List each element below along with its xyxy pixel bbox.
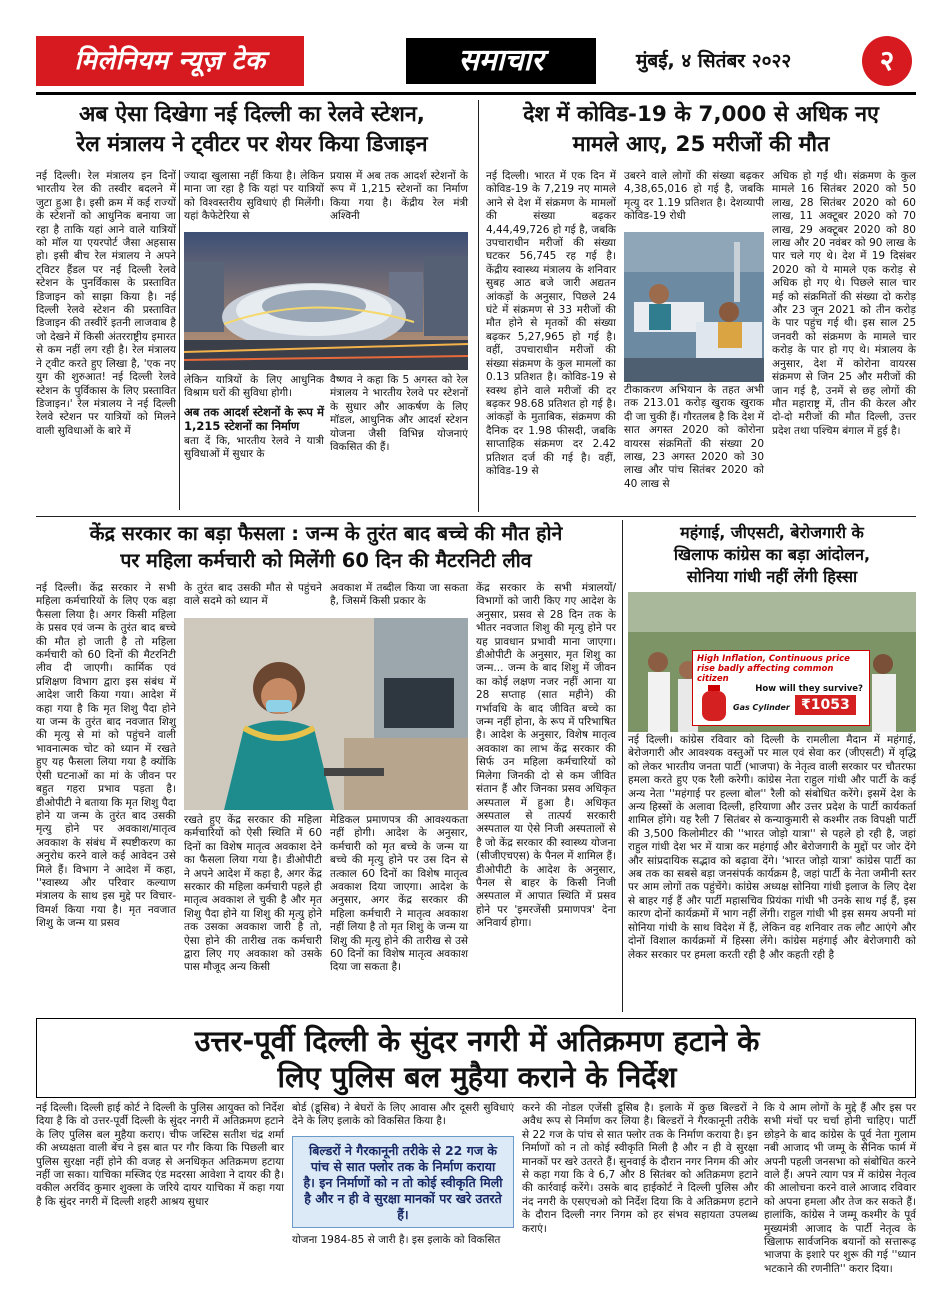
maternity-col2-bottom: रखते हुए केंद्र सरकार की महिला कर्मचारियों को ऐसी स्थिति में 60 दिनों का विशेष मातृत्व अवकाश देने का फैसला लिया गया है। डीओपीटी ने अपने आदेश में कहा है, अगर केंद्र सरकार की महिला कर्मचारी पहले ही मातृत्व अवकाश ले चुकी है और मृत शिशु पैदा होने या शिशु की मृत्यु होने तक उसका अवकाश जारी है तो, ऐसा होने की तारीख तक कर्मचारी द्वारा लिए गए अवकाश को उसके पास मौजूद अन्य किसी: [184, 814, 322, 974]
encroachment-headline-line2: लिए पुलिस बल मुहैया कराने के निर्देश: [277, 1060, 677, 1094]
encroachment-col2-bottom: योजना 1984-85 से जारी है। इस इलाके को विकसित: [292, 1234, 501, 1246]
gas-cylinder-icon: [699, 685, 729, 721]
railway-col3-bottom: वैष्णव ने कहा कि 5 अगस्त को रेल मंत्रालय ने भारतीय रेलवे पर स्टेशनों के सुधार और आकर्षण के लिए मॉडल, आधुनिक और आदर्श स्टेशन योजना जैसी विभिन्न योजनाएं विकसित की हैं।: [330, 374, 468, 454]
story-divider-vertical-2: [622, 520, 623, 1012]
congress-headline-line1: महंगाई, जीएसटी, बेरोजगारी के: [680, 523, 864, 542]
hospital-ward-svg: [624, 232, 764, 382]
congress-headline-line2: खिलाफ कांग्रेस का बड़ा आंदोलन,: [673, 545, 871, 564]
maternity-headline-line1: केंद्र सरकार का बड़ा फैसला : जन्म के तुरंत बाद बच्चे की मौत होने: [89, 522, 563, 545]
encroachment-col1: नई दिल्ली। दिल्ली हाई कोर्ट ने दिल्ली के पुलिस आयुक्त को निर्देश दिया है कि वो उत्तर-पूर्वी दिल्ली के सुंदर नगरी में अतिक्रमण हटाने के लिए पुलिस बल मुहैया कराए। चीफ जस्टिस सतीश चंद्र शर्मा की अध्यक्षता वाली बेंच ने इस बात पर गौर किया कि पिछली बार पुलिस सुरक्षा नहीं होने की वजह से अनधिकृत अतिक्रमण हटाया नहीं जा सका। याचिका मस्जिद एंड मदरसा आवेशा ने दायर की है। वकील अरविंद कुमार शुक्ला के जरिये दायर याचिका में कहा गया है कि सुंदर नगरी में दिल्ली शहरी आश्रय सुधार: [36, 1102, 284, 1208]
covid-headline-line1: देश में कोविड-19 के 7,000 से अधिक नए: [523, 102, 879, 127]
railway-station-photo: [184, 232, 468, 370]
covid-hospital-photo: [624, 232, 764, 382]
maternity-headline-line2: पर महिला कर्मचारी को मिलेंगी 60 दिन की मैटरनिटी लीव: [120, 549, 532, 572]
covid-col2-bottom: टीकाकरण अभियान के तहत अभी तक 213.01 करोड़ खुराक खुराक दी जा चुकी हैं। गौरतलब है कि देश में सात अगस्त 2020 को कोरोना वायरस संक्रमितों की संख्या 20 लाख, 23 अगस्त 2020 को 30 लाख और पांच सितंबर 2020 को 40 लाख से: [624, 384, 764, 490]
protest-photo: [628, 592, 916, 732]
working-woman-photo: [184, 618, 468, 810]
station-render-svg: [184, 232, 468, 370]
masthead: [36, 36, 916, 88]
railway-headline: [36, 100, 468, 160]
col-divider: [179, 170, 180, 510]
covid-col3: अधिक हो गई थी। संक्रमण के कुल मामले 16 सितंबर 2020 को 50 लाख, 28 सितंबर 2020 को 60 लाख, 11 अक्टूबर 2020 को 70 लाख, 29 अक्टूबर 2020 को 80 लाख और 20 नवंबर को 90 लाख के पार चले गए थे। देश में 19 दिसंबर 2020 को ये मामले एक करोड़ से अधिक हो गए थे। पिछले साल चार मई को संक्रमितों की संख्या दो करोड़ और 23 जून 2021 को तीन करोड़ के पार पहुंच गई थी। इस साल 25 जनवरी को संक्रमण के मामले चार करोड़ के पार हो गए थे। मंत्रालय के अनुसार, देश में कोरोना वायरस संक्रमण से जिन 25 और मरीजों की जान गई है, उनमें से छह लोगों की मौत महाराष्ट्र में, तीन की केरल और दो-दो मरीजों की मौत दिल्ली, उत्तर प्रदेश तथा पश्चिम बंगाल में हुई है।: [772, 170, 916, 437]
page-number: २: [862, 36, 912, 86]
railway-col1: नई दिल्ली। रेल मंत्रालय इन दिनों भारतीय रेल की तस्वीर बदलने में जुटा हुआ है। इसी क्रम में कई राज्यों के स्टेशनों को आधुनिक बनाया जा रहा है ताकि यहां आने वाले यात्रियों को मॉल या एयरपोर्ट जैसा अहसास हो। इसी बीच रेल मंत्रालय ने अपने ट्विटर हैंडल पर नई दिल्ली रेलवे स्टेशन के पुनर्विकास के प्रस्तावित डिजाइन को साझा किया है। नई दिल्ली रेलवे स्टेशन की प्रस्तावित डिजाइन की तस्वीरें इतनी लाजवाब है जो देखने में किसी अंतरराष्ट्रीय इमारत से कम नहीं लग रही है। रेल मंत्रालय ने ट्वीट करते हुए लिखा है, 'एक नए युग की शुरुआत! नई दिल्ली रेलवे स्टेशन के पुर्विकास के लिए प्रस्तावित डिजाइन।' रेल मंत्रालय ने नई दिल्ली रेलवे स्टेशन पर यात्रियों को मिलने वाली सुविधाओं के बारे में: [36, 170, 176, 437]
railway-col3-top: प्रयास में अब तक आदर्श स्टेशनों के रूप में 1,215 स्टेशनों का निर्माण किया गया है। केंद्रीय रेल मंत्री अश्विनी: [330, 170, 468, 223]
story-divider-vertical: [478, 100, 479, 512]
congress-body: नई दिल्ली। कांग्रेस रविवार को दिल्ली के रामलीला मैदान में महंगाई, बेरोजगारी और आवश्यक वस्तुओं पर माल एवं सेवा कर (जीएसटी) में वृद्धि को लेकर भारतीय जनता पार्टी (भाजपा) के नेतृत्व वाली सरकार पर चौतरफा हमला करते हुए एक रैली करेगी। कांग्रेस नेता राहुल गांधी और पार्टी के कई अन्य नेता ''महंगाई पर हल्ला बोल'' रैली को संबोधित करेंगे। इसमें देश के अन्य हिस्सों के अलावा दिल्ली, हरियाणा और उत्तर प्रदेश के पार्टी कार्यकर्ता शामिल होंगे। यह रैली 7 सितंबर से कन्याकुमारी से कश्मीर तक विपक्षी पार्टी की 3,500 किलोमीटर की ''भारत जोड़ो यात्रा'' से पहले हो रही है, जहां राहुल गांधी देश भर में यात्रा कर महंगाई और बेरोजगारी के मुद्दों पर जोर देंगे और सांप्रदायिक सद्भाव को बढ़ावा देंगे। 'भारत जोड़ो यात्रा' कांग्रेस पार्टी का अब तक का सबसे बड़ा जनसंपर्क कार्यक्रम है, जहां पार्टी के नेता जमीनी स्तर पर आम लोगों तक पहुंचेंगे। कांग्रेस अध्यक्ष सोनिया गांधी इलाज के लिए देश से बाहर गई हैं और पार्टी महासचिव प्रियंका गांधी भी उनके साथ गई हैं, इस कारण दोनों कार्यक्रमों में भाग नहीं लेंगी। राहुल गांधी भी इस समय अपनी मां सोनिया गांधी के साथ विदेश में हैं, लेकिन वह शनिवार तक लौट आएंगे और दोनों विशाल कार्यक्रमों में हिस्सा लेंगे। कांग्रेस महंगाई और बेरोजगारी को लेकर सरकार पर हमला करती रही है और कहती रही है: [628, 734, 916, 961]
placard-price: ₹1053: [795, 695, 856, 715]
maternity-headline: [36, 520, 616, 574]
encroachment-col3: करने की नोडल एजेंसी डूसिब है। इलाके में कुछ बिल्डरों ने अवैध रूप से निर्माण कर लिया है। बिल्डरों ने गैरकानूनी तरीके से 22 गज के पांच से सात फ्लोर तक के निर्माण कराया है। इन निर्माणों को न तो कोई स्वीकृति मिली है और न ही वे सुरक्षा मानकों पर खरे उतरते हैं। सुनवाई के दौरान नगर निगम की ओर से कहा गया कि वे 6,7 और 8 सितंबर को अतिक्रमण हटाने की कार्रवाई करेंगे। उसके बाद हाईकोर्ट ने दिल्ली पुलिस और नंद नगरी के एसएचओ को निर्देश दिया कि वे अतिक्रमण हटाने के दौरान दिल्ली नगर निगम को हर संभव सहायता उपलब्ध कराएं।: [522, 1102, 758, 1235]
maternity-col1: नई दिल्ली। केंद्र सरकार ने सभी महिला कर्मचारियों के लिए एक बड़ा फैसला लिया है। अगर किसी महिला के प्रसव एवं जन्म के तुरंत बाद बच्चे की मौत हो जाती है तो महिला कर्मचारी को 60 दिनों की मैटरनिटी लीव दी जाएगी। कार्मिक एवं प्रशिक्षण विभाग द्वारा इस संबंध में आदेश जारी किया गया। आदेश में कहा गया है कि मृत शिशु पैदा होने या जन्म के तुरंत बाद नवजात शिशु की मृत्यु से मां को पहुंचने वाली भावनात्मक चोट को ध्यान में रखते हुए यह फैसला लिया गया है क्योंकि ऐसी घटनाओं का मां के जीवन पर बहुत गहरा प्रभाव पड़ता है। डीओपीटी ने बताया कि मृत शिशु पैदा होने या जन्म के तुरंत बाद उसकी मृत्यु होने पर अवकाश/मातृत्व अवकाश के संबंध में स्पष्टीकरण का अनुरोध करने वाले कई आवेदन उसे मिले हैं। विभाग ने आदेश में कहा, ''स्वास्थ्य और परिवार कल्याण मंत्रालय के साथ इस मुद्दे पर विचार-विमर्श किया गया है। मृत नवजात शिशु के जन्म या प्रसव: [36, 582, 176, 930]
encroachment-headline-line1: उत्तर-पूर्वी दिल्ली के सुंदर नगरी में अतिक्रमण हटाने के: [194, 1024, 760, 1058]
railway-col2-bottom: [184, 374, 324, 510]
office-scene-svg: [184, 618, 468, 810]
railway-col2-top: ज्यादा खुलासा नहीं किया है। लेकिन माना जा रहा है कि यहां पर यात्रियों को विश्वस्तरीय सुविधाएं ही मिलेंगी। यहां कैफेटेरिया से: [184, 170, 324, 223]
congress-body-continued: कि ये आम लोगों के मुद्दे हैं और इस पर सभी मंचों पर चर्चा होनी चाहिए। पार्टी छोड़ने के बाद कांग्रेस के पूर्व नेता गुलाम नबी आजाद भी जम्मू के सैनिक फार्म में अपनी पहली जनसभा को संबोधित करने वाले हैं। अपने त्याग पत्र में कांग्रेस नेतृत्व की आलोचना करने वाले आजाद रविवार को अपना हमला और तेज कर सकते हैं। हालांकि, कांग्रेस ने जम्मू कश्मीर के पूर्व मुख्यमंत्री आजाद के पार्टी नेतृत्व के खिलाफ सार्वजनिक बयानों को सत्तारूढ़ भाजपा के इशारे पर शुरू की गई ''ध्यान भटकाने की रणनीति'' करार दिया।: [764, 1102, 916, 1275]
encroachment-callout: बिल्डरों ने गैरकानूनी तरीके से 22 गज के पांच से सात फ्लोर तक के निर्माण कराया है। इन निर्माणों को न तो कोई स्वीकृति मिली है और न ही वे सुरक्षा मानकों पर खरे उतरते हैं।: [292, 1136, 514, 1228]
maternity-col3-bottom: मेडिकल प्रमाणपत्र की आवश्यकता नहीं होगी। आदेश के अनुसार, कर्मचारी को मृत बच्चे के जन्म या बच्चे की मृत्यु होने पर उस दिन से तत्काल 60 दिनों का विशेष मातृत्व अवकाश दिया जाएगा। आदेश के अनुसार, अगर केंद्र सरकार की महिला कर्मचारी ने मातृत्व अवकाश नहीं लिया है तो मृत शिशु के जन्म या शिशु की मृत्यु होने की तारीख से उसे 60 दिनों का विशेष मातृत्व अवकाश दिया जा सकता है।: [330, 814, 468, 974]
section-title: समाचार: [406, 38, 596, 84]
placard-text: High Inflation, Continuous price rise badly affecting common citizen: [697, 654, 850, 684]
encroachment-headline: [47, 1023, 907, 1095]
congress-headline: [628, 522, 916, 588]
section-rule: [36, 516, 916, 517]
covid-headline-line2: मामले आए, 25 मरीजों की मौत: [572, 132, 830, 157]
railway-col2-bottom-text: लेकिन यात्रियों के लिए आधुनिक विश्राम घरों की सुविधा होगी।: [184, 374, 324, 400]
railway-headline-line1: अब ऐसा दिखेगा नई दिल्ली का रेलवे स्टेशन,: [79, 102, 425, 127]
railway-col2-after-subhead: बता दें कि, भारतीय रेलवे ने यात्री सुविधाओं में सुधार के: [184, 434, 324, 461]
protest-placard: [692, 650, 870, 726]
maternity-col3-top: अवकाश में तब्दील किया जा सकता है, जिसमें किसी प्रकार के: [330, 582, 468, 608]
masthead-rule: [36, 92, 916, 95]
edition-date: मुंबई, ४ सितंबर २०२२: [636, 50, 792, 72]
covid-col1: नई दिल्ली। भारत में एक दिन में कोविड-19 के 7,219 नए मामले आने से देश में संक्रमण के मामलों की संख्या बढ़कर 4,44,49,726 हो गई है, जबकि उपचाराधीन मरीजों की संख्या घटकर 56,745 रह गई है। केंद्रीय स्वास्थ्य मंत्रालय के शनिवार सुबह आठ बजे जारी अद्यतन आंकड़ों के अनुसार, पिछले 24 घंटे में संक्रमण से 33 मरीजों की मौत होने से मृतकों की संख्या बढ़कर 5,27,965 हो गई है। वहीं, उपचाराधीन मरीजों की संख्या संक्रमण के कुल मामलों का 0.13 प्रतिशत है। कोविड-19 से स्वस्थ होने वाले मरीजों की दर बढ़कर 98.68 प्रतिशत हो गई है। आंकड़ों के मुताबिक, संक्रमण की दैनिक दर 1.98 फीसदी, जबकि साप्ताहिक संक्रमण दर 2.42 प्रतिशत दर्ज की गई है। वहीं, कोविड-19 से: [486, 170, 616, 477]
maternity-col4: केंद्र सरकार के सभी मंत्रालयों/विभागों को जारी किए गए आदेश के अनुसार, प्रसव से 28 दिन तक के भीतर नवजात शिशु की मृत्यु होने पर यह प्रावधान प्रभावी माना जाएगा। डीओपीटी के अनुसार, मृत शिशु का जन्म... जन्म के बाद शिशु में जीवन का कोई लक्षण नजर नहीं आना या 28 सप्ताह (सात महीने) की गर्भावधि के बाद जीवित बच्चे का जन्म नहीं होना, के रूप में परिभाषित है। आदेश के अनुसार, विशेष मातृत्व अवकाश का लाभ केंद्र सरकार की सिर्फ उन महिला कर्मचारियों को मिलेगा जिनकी दो से कम जीवित संतान हैं और जिनका प्रसव अधिकृत अस्पताल में हुआ है। अधिकृत अस्पताल से तात्पर्य सरकारी अस्पताल या ऐसे निजी अस्पतालों से है जो केंद्र सरकार की स्वास्थ्य योजना (सीजीएचएस) के पैनल में शामिल हैं। डीओपीटी के आदेश के अनुसार, पैनल से बाहर के किसी निजी अस्पताल में आपात स्थिति में प्रसव होने पर 'इमरजेंसी प्रमाणपत्र' देना अनिवार्य होगा।: [476, 582, 616, 930]
encroachment-banner: [36, 1018, 916, 1098]
placard-question: How will they survive?: [755, 684, 863, 694]
placard-label: Gas Cylinder: [733, 703, 790, 712]
railway-headline-line2: रेल मंत्रालय ने ट्वीटर पर शेयर किया डिजाइन: [76, 132, 428, 157]
maternity-col2-top: के तुरंत बाद उसकी मौत से पहुंचने वाले सदमे को ध्यान में: [184, 582, 322, 608]
railway-subhead: अब तक आदर्श स्टेशनों के रूप में 1,215 स्टेशनों का निर्माण: [184, 404, 324, 433]
covid-headline: [486, 100, 916, 160]
encroachment-col2-top: बोर्ड (डूसिब) ने बेघरों के लिए आवास और दूसरी सुविधाएं देने के लिए इलाके को विकसित किया है।: [292, 1102, 514, 1128]
covid-col2-top: उबरने वाले लोगों की संख्या बढ़कर 4,38,65,016 हो गई है, जबकि मृत्यु दर 1.19 प्रतिशत है। देशव्यापी कोविड-19 रोधी: [624, 170, 764, 223]
congress-headline-line3: सोनिया गांधी नहीं लेंगी हिस्सा: [686, 567, 858, 586]
brand-logo: मिलेनियम न्यूज़ टेक: [36, 36, 304, 86]
